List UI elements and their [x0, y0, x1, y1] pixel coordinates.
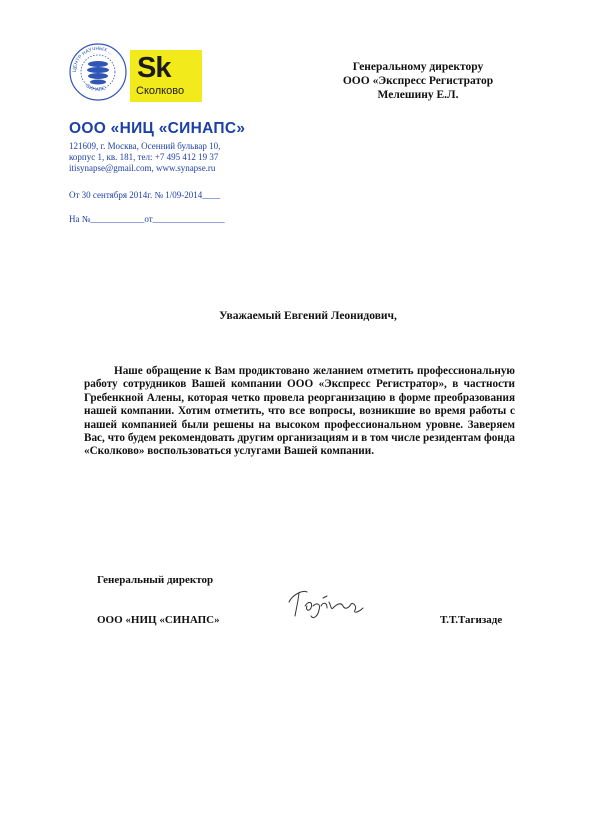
header-logos [68, 42, 208, 104]
letter-body: Наше обращение к Вам продиктовано желанием отметить профессиональную работу сотрудников Вашей компании ООО «Экспресс Регистратор», в частности Гребенкной Алены, которая четко провела реорганизацию в форме преобразования нашей компании. Хотим отметить, что все вопросы, возникшие во время работы с нашей компанией были решены на высоком профессиональном уровне. Заверяем Вас, что будем рекомендовать другим организациям и в том числе резидентам фонда «Сколково» воспользоваться услугами Вашей компании. [84, 365, 515, 458]
sender-block [69, 120, 279, 174]
skolkovo-logo [130, 50, 202, 102]
signatory-name: Т.Т.Тагизаде [440, 614, 503, 626]
skolkovo-wordmark: Сколково [136, 85, 185, 97]
synaps-seal-logo [68, 42, 128, 102]
addressee-line-2: ООО «Экспресс Регистратор [342, 75, 494, 87]
seal-arc-text-top: ЦЕНТР НАУЧНЫХ ... [71, 45, 114, 73]
addressee-line-3: Мелешину Е.Л. [377, 89, 459, 101]
seal-arc-text-bottom: СИНАПС [84, 83, 107, 93]
sender-address-line-1: 121609, г. Москва, Осенний бульвар 10, [69, 141, 221, 151]
addressee-block [318, 60, 518, 102]
salutation-text: Уважаемый Евгений Леонидович, [219, 310, 397, 322]
skolkovo-mark: Sk [137, 52, 171, 84]
addressee-line-1: Генеральному директору [352, 61, 484, 73]
signatory-title: Генеральный директор [97, 574, 214, 586]
salutation [0, 310, 600, 322]
sender-address-line-2: корпус 1, кв. 181, тел: +7 495 412 19 37 [69, 152, 219, 162]
svg-text:СИНАПС [85, 83, 107, 93]
handwritten-signature [283, 584, 373, 624]
sender-email-line: itisynapse@gmail.com, www.synapse.ru [69, 163, 216, 173]
outgoing-date-number: От 30 сентября 2014г. № 1/09-2014____ [69, 190, 221, 200]
incoming-reference: На №____________от________________ [69, 214, 225, 224]
signatory-org: ООО «НИЦ «СИНАПС» [97, 614, 220, 626]
sender-org-name: ООО «НИЦ «СИНАПС» [69, 120, 246, 137]
